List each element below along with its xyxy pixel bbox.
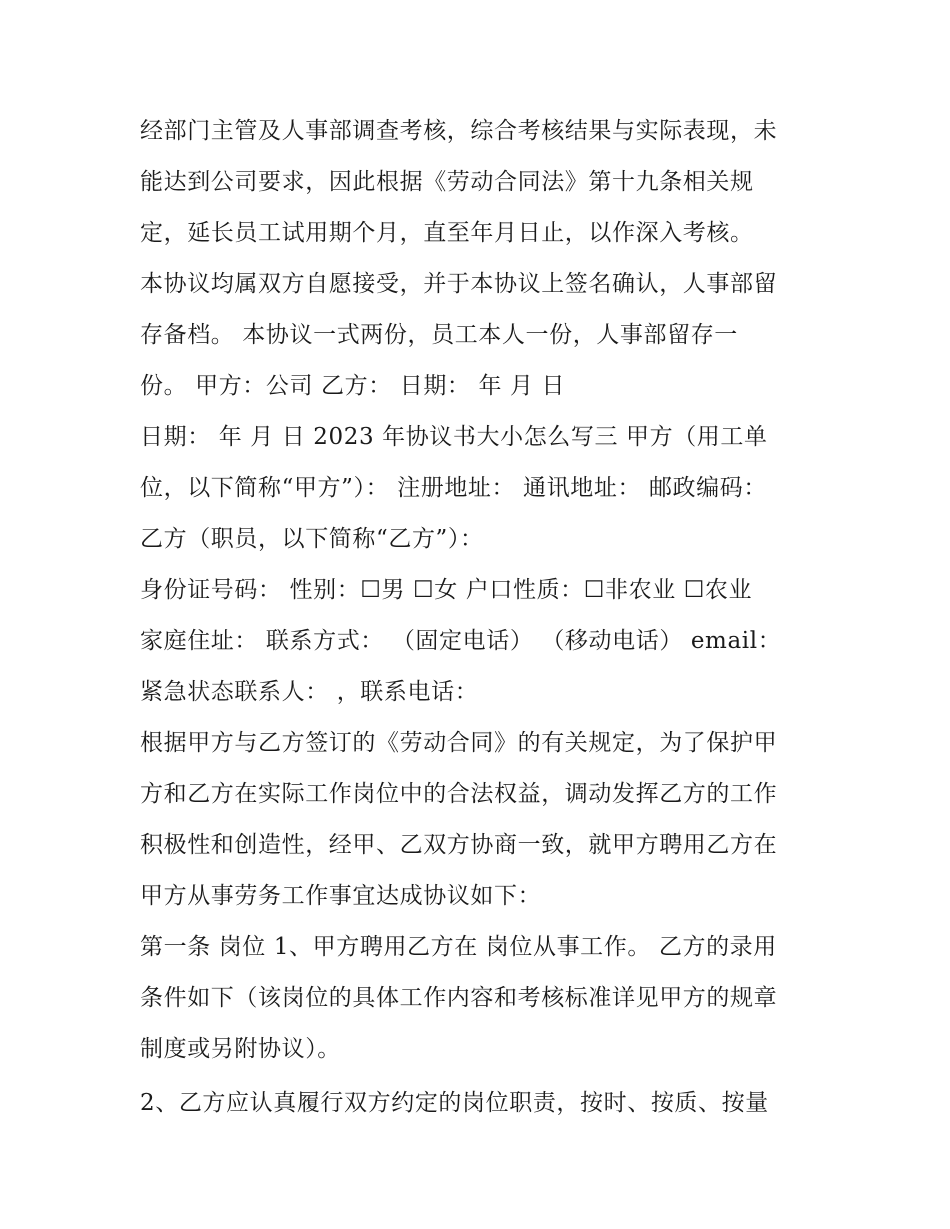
text-line: 根据甲方与乙方签订的《劳动合同》的有关规定，为了保护甲 [140, 730, 778, 756]
text-line: 2、乙方应认真履行双方约定的岗位职责，按时、按质、按量 [140, 1090, 769, 1116]
text-line: 制度或另附协议）。 [140, 1036, 341, 1062]
text-line: 紧急状态联系人： ，联系电话： [140, 679, 479, 705]
text-line: 能达到公司要求，因此根据《劳动合同法》第十九条相关规 [140, 169, 754, 195]
text-line: 存备档。 本协议一式两份，员工本人一份，人事部留存一 [140, 322, 738, 348]
text-line: 经部门主管及人事部调查考核，综合考核结果与实际表现，未 [140, 118, 778, 144]
text-line: 位，以下简称“甲方”）： 注册地址： 通讯地址： 邮政编码： [140, 475, 767, 501]
text-line: 第一条 岗位 1、甲方聘用乙方在 岗位从事工作。 乙方的录用 [140, 934, 777, 960]
text-line: 日期： 年 月 日 2023 年协议书大小怎么写三 甲方（用工单 [140, 424, 768, 450]
text-line: 甲方从事劳务工作事宜达成协议如下： [140, 883, 542, 909]
text-line: 本协议均属双方自愿接受，并于本协议上签名确认，人事部留 [140, 271, 778, 297]
text-line: 定，延长员工试用期个月，直至年月日止，以作深入考核。 [140, 220, 754, 246]
document-body [140, 111, 820, 1134]
text-line: 乙方（职员，以下简称“乙方”）： [140, 526, 484, 552]
text-line: 方和乙方在实际工作岗位中的合法权益，调动发挥乙方的工作 [140, 781, 778, 807]
text-line: 身份证号码： 性别：☐男 ☐女 户口性质：☐非农业 ☐农业 [140, 577, 753, 603]
text-line: 条件如下（该岗位的具体工作内容和考核标准详见甲方的规章 [140, 985, 778, 1011]
text-line: 份。 甲方：公司 乙方： 日期： 年 月 日 [140, 373, 566, 399]
text-line: 积极性和创造性，经甲、乙双方协商一致，就甲方聘用乙方在 [140, 832, 778, 858]
text-line: 家庭住址： 联系方式： （固定电话） （移动电话） email： [140, 628, 782, 654]
